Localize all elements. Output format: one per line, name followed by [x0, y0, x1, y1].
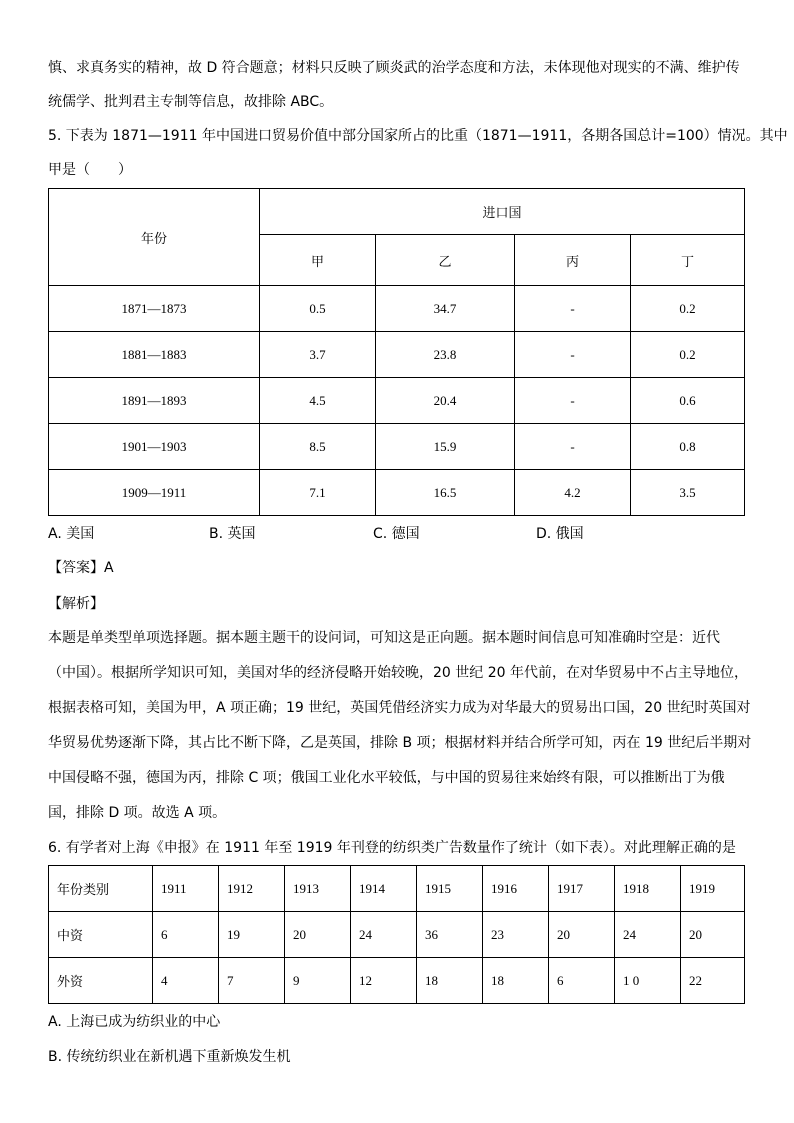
answer: 【答案】A: [48, 560, 114, 576]
year-header: 年份: [49, 189, 260, 286]
value-cell: -: [515, 286, 631, 332]
year-cell: 1909—1911: [49, 470, 260, 516]
value-cell: 7.1: [260, 470, 376, 516]
year-cell: 1881—1883: [49, 332, 260, 378]
prev-answer-line-1: 慎、求真务实的精神，故 D 符合题意；材料只反映了顾炎武的治学态度和方法，未体现他对现实的不满、维护传: [48, 60, 740, 76]
value-cell: 22: [681, 958, 745, 1004]
table-row: [49, 912, 745, 958]
value-cell: 0.6: [631, 378, 745, 424]
value-cell: 18: [483, 958, 549, 1004]
year-cell: 1914: [351, 866, 417, 912]
value-cell: 20: [285, 912, 351, 958]
year-cell: 1871—1873: [49, 286, 260, 332]
value-cell: -: [515, 378, 631, 424]
value-cell: -: [515, 424, 631, 470]
row-label: 外资: [49, 958, 153, 1004]
year-cell: 1912: [219, 866, 285, 912]
option-c: C. 德国: [373, 526, 420, 542]
analysis-line: 国，排除 D 项。故选 A 项。: [48, 805, 227, 821]
analysis-line: 根据表格可知，美国为甲，A 项正确；19 世纪，英国凭借经济实力成为对华最大的贸易出口国，20 世纪时英国对: [48, 700, 751, 716]
year-cell: 1901—1903: [49, 424, 260, 470]
q5-stem-cont: 甲是（ ）: [48, 162, 132, 178]
table-row: [49, 286, 745, 332]
year-cell: 1918: [615, 866, 681, 912]
analysis-line: 华贸易优势逐渐下降，其占比不断下降，乙是英国，排除 B 项；根据材料并结合所学可知，丙在 19 世纪后半期对: [48, 735, 752, 751]
q6-stem: 6. 有学者对上海《申报》在 1911 年至 1919 年刊登的纺织类广告数量作了统计（如下表）。对此理解正确的是: [48, 840, 736, 856]
year-cell: 1917: [549, 866, 615, 912]
year-cell: 1891—1893: [49, 378, 260, 424]
col-header: 丁: [631, 235, 745, 286]
value-cell: 0.2: [631, 332, 745, 378]
value-cell: 3.5: [631, 470, 745, 516]
value-cell: 4: [153, 958, 219, 1004]
value-cell: 18: [417, 958, 483, 1004]
value-cell: 20.4: [376, 378, 515, 424]
q6-option-b: B. 传统纺织业在新机遇下重新焕发生机: [48, 1049, 291, 1065]
year-cell: 1915: [417, 866, 483, 912]
value-cell: 0.2: [631, 286, 745, 332]
value-cell: 23.8: [376, 332, 515, 378]
table-row: [49, 424, 745, 470]
q5-stem: 5. 下表为 1871—1911 年中国进口贸易价值中部分国家所占的比重（1871—1911，各期各国总计=100）情况。其中: [48, 128, 788, 144]
option-d: D. 俄国: [536, 526, 584, 542]
col-header: 丙: [515, 235, 631, 286]
value-cell: 9: [285, 958, 351, 1004]
col-header: 甲: [260, 235, 376, 286]
table-row: [49, 378, 745, 424]
value-cell: 8.5: [260, 424, 376, 470]
table-row: [49, 332, 745, 378]
table-row: [49, 958, 745, 1004]
analysis-title: 【解析】: [48, 596, 104, 612]
value-cell: 4.5: [260, 378, 376, 424]
q6-option-a: A. 上海已成为纺织业的中心: [48, 1014, 221, 1030]
year-cell: 1911: [153, 866, 219, 912]
group-header: 进口国: [260, 189, 745, 235]
value-cell: 0.8: [631, 424, 745, 470]
value-cell: 20: [549, 912, 615, 958]
col-header: 乙: [376, 235, 515, 286]
value-cell: 16.5: [376, 470, 515, 516]
value-cell: 6: [549, 958, 615, 1004]
prev-answer-line-2: 统儒学、批判君主专制等信息，故排除 ABC。: [48, 94, 334, 110]
value-cell: 15.9: [376, 424, 515, 470]
value-cell: 1 0: [615, 958, 681, 1004]
value-cell: 6: [153, 912, 219, 958]
option-a: A. 美国: [48, 526, 95, 542]
value-cell: 7: [219, 958, 285, 1004]
table-row: [49, 470, 745, 516]
value-cell: 34.7: [376, 286, 515, 332]
value-cell: 23: [483, 912, 549, 958]
value-cell: 36: [417, 912, 483, 958]
analysis-line: 本题是单类型单项选择题。据本题主题干的设问词，可知这是正向题。据本题时间信息可知准确时空是：近代: [48, 630, 720, 646]
row-label: 中资: [49, 912, 153, 958]
q6-table: [48, 865, 745, 1004]
value-cell: 24: [351, 912, 417, 958]
year-cell: 1919: [681, 866, 745, 912]
q5-table: [48, 188, 745, 516]
option-b: B. 英国: [209, 526, 256, 542]
year-cell: 1916: [483, 866, 549, 912]
value-cell: 4.2: [515, 470, 631, 516]
year-cell: 1913: [285, 866, 351, 912]
value-cell: 3.7: [260, 332, 376, 378]
value-cell: 19: [219, 912, 285, 958]
value-cell: -: [515, 332, 631, 378]
table-row: [49, 866, 745, 912]
header-label: 年份类别: [49, 866, 153, 912]
value-cell: 20: [681, 912, 745, 958]
analysis-line: （中国）。根据所学知识可知，美国对华的经济侵略开始较晚，20 世纪 20 年代前，在对华贸易中不占主导地位，: [48, 665, 748, 681]
value-cell: 24: [615, 912, 681, 958]
value-cell: 12: [351, 958, 417, 1004]
value-cell: 0.5: [260, 286, 376, 332]
analysis-line: 中国侵略不强，德国为丙，排除 C 项；俄国工业化水平较低，与中国的贸易往来始终有限，可以推断出丁为俄: [48, 770, 725, 786]
